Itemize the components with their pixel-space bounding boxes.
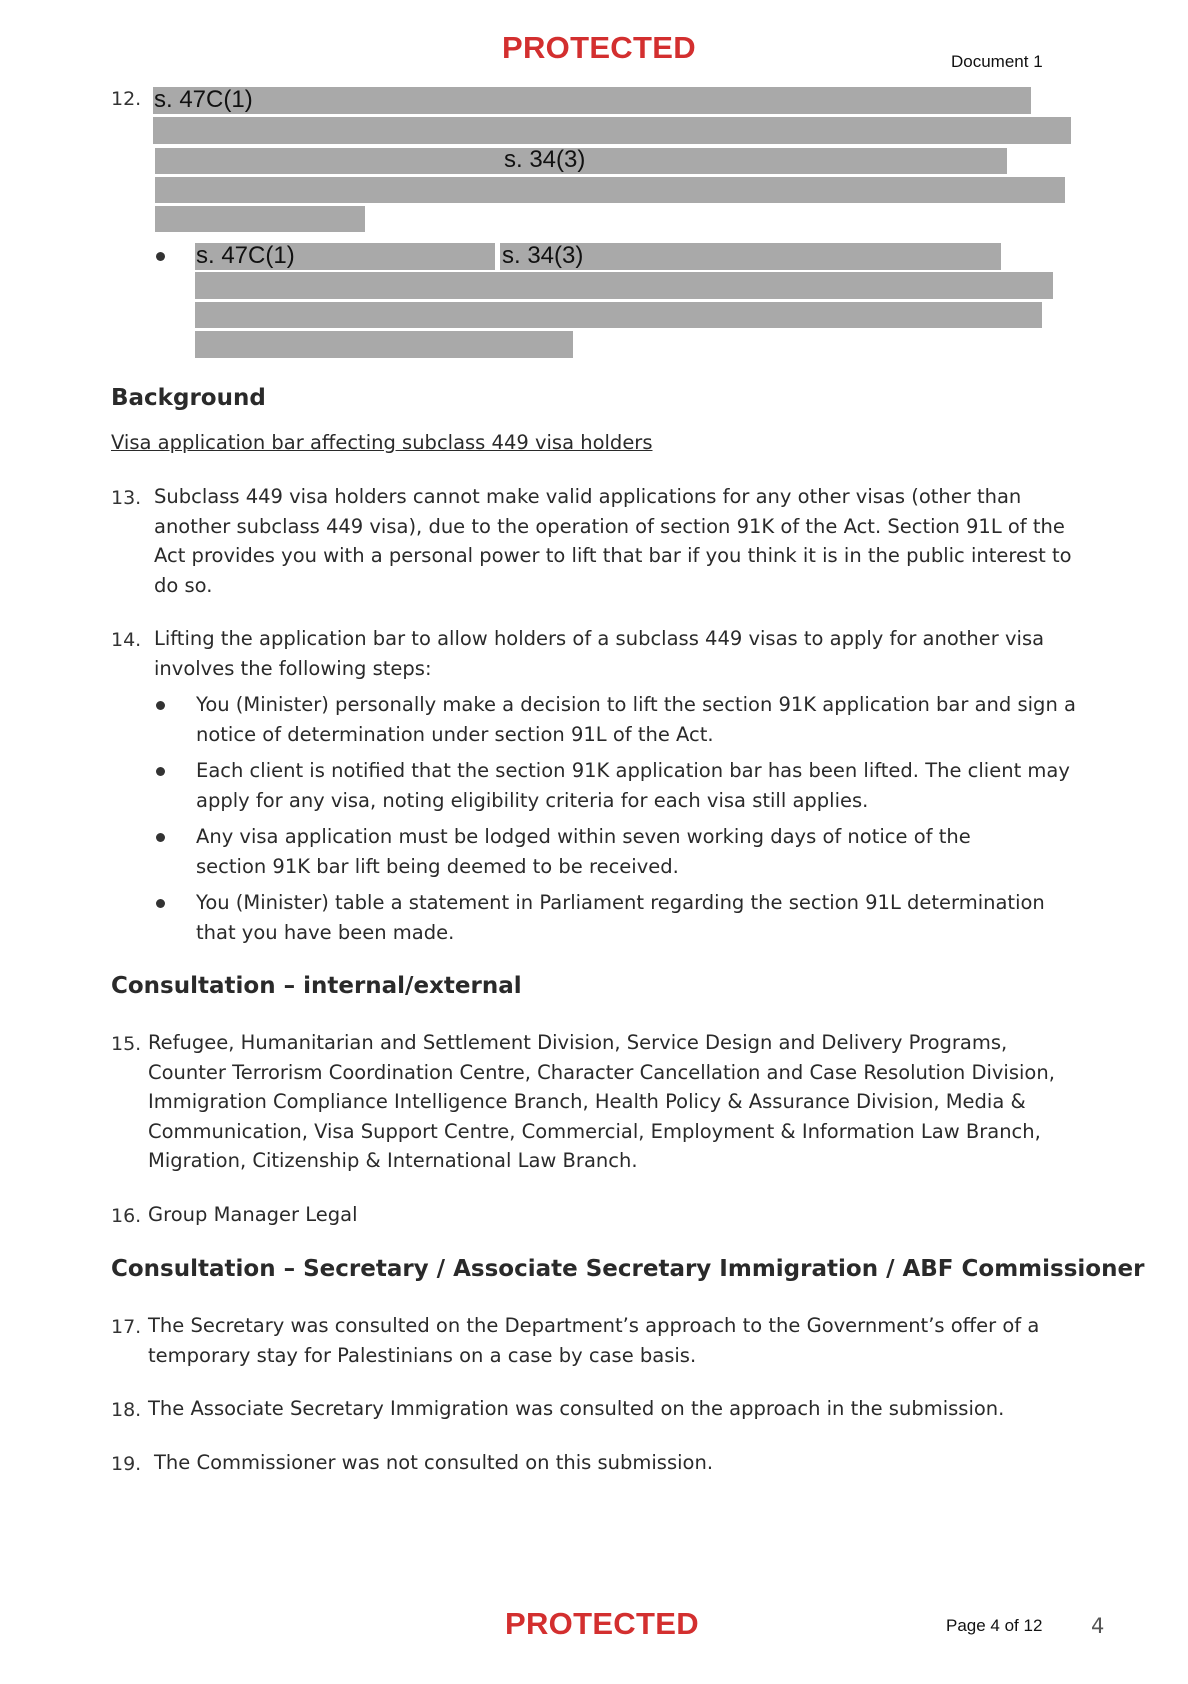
item-number: 19. (111, 1453, 142, 1475)
redaction-block (153, 117, 1071, 144)
text-line: The Secretary was consulted on the Department’s approach to the Government’s offer of a (148, 1314, 1040, 1337)
paragraph-item-15 (148, 1028, 1055, 1176)
item-number: 12. (111, 88, 142, 110)
text-line: do so. (154, 573, 213, 597)
redaction-block (195, 272, 1053, 299)
section-heading: Consultation – Secretary / Associate Secretary Immigration / ABF Commissioner (111, 1256, 1145, 1282)
section-heading: Consultation – internal/external (111, 973, 522, 999)
text-line: Any visa application must be lodged within seven working days of notice of the (196, 825, 971, 848)
redaction-label: s. 47C(1) (196, 242, 295, 269)
item-number: 15. (111, 1033, 142, 1055)
bullet-item (196, 822, 971, 881)
text-line: Refugee, Humanitarian and Settlement Division, Service Design and Delivery Programs, (148, 1031, 1008, 1054)
text-line: involves the following steps: (154, 656, 432, 680)
bullet-item (196, 888, 1045, 947)
section-heading: Background (111, 385, 266, 411)
text-line: that you have been made. (196, 920, 455, 944)
bullet-icon (156, 701, 165, 710)
text-line: Migration, Citizenship & International Law Branch. (148, 1149, 638, 1172)
paragraph-item-19: The Commissioner was not consulted on this submission. (154, 1451, 714, 1474)
text-line: section 91K bar lift being deemed to be received. (196, 854, 679, 878)
paragraph-item-17 (148, 1311, 1039, 1370)
text-line: temporary stay for Palestinians on a case by case basis. (148, 1343, 697, 1367)
text-line: another subclass 449 visa), due to the operation of section 91K of the Act. Section 91L of the (154, 514, 1065, 538)
bullet-icon (156, 252, 165, 261)
paragraph-item-16: Group Manager Legal (148, 1203, 358, 1226)
bullet-icon (156, 899, 165, 908)
page-number: 4 (1091, 1614, 1105, 1638)
redaction-label: s. 34(3) (504, 146, 586, 173)
section-subheading: Visa application bar affecting subclass 449 visa holders (111, 431, 653, 454)
redaction-label: s. 47C(1) (154, 86, 253, 113)
redaction-block (153, 87, 1031, 114)
text-line: Communication, Visa Support Centre, Commercial, Employment & Information Law Branch, (148, 1119, 1041, 1143)
text-line: Each client is notified that the section 91K application bar has been lifted. The client may (196, 759, 1070, 782)
bullet-item (196, 690, 1076, 749)
text-line: You (Minister) personally make a decision to lift the section 91K application bar and sign a (196, 693, 1076, 716)
text-line: Act provides you with a personal power to lift that bar if you think it is in the public interest to (154, 544, 1072, 567)
text-line: Counter Terrorism Coordination Centre, Character Cancellation and Case Resolution Division, (148, 1060, 1055, 1084)
text-line: apply for any visa, noting eligibility criteria for each visa still applies. (196, 788, 869, 812)
redaction-block (155, 206, 365, 232)
redaction-label: s. 34(3) (502, 242, 584, 269)
text-line: notice of determination under section 91L of the Act. (196, 722, 714, 746)
item-number: 17. (111, 1316, 142, 1338)
item-number: 13. (111, 487, 142, 509)
document-label: Document 1 (951, 52, 1043, 71)
text-line: Lifting the application bar to allow holders of a subclass 449 visas to apply for another visa (154, 627, 1045, 650)
redaction-block (155, 177, 1065, 203)
text-line: You (Minister) table a statement in Parliament regarding the section 91L determination (196, 891, 1045, 914)
redaction-block (195, 302, 1042, 328)
bullet-icon (156, 767, 165, 776)
header-classification: PROTECTED (502, 30, 696, 65)
paragraph-item-14 (154, 624, 1044, 683)
item-number: 16. (111, 1205, 142, 1227)
paragraph-item-18: The Associate Secretary Immigration was consulted on the approach in the submission. (148, 1397, 1005, 1420)
paragraph-item-13 (154, 482, 1072, 600)
text-line: Immigration Compliance Intelligence Branch, Health Policy & Assurance Division, Media & (148, 1090, 1026, 1113)
redaction-block (195, 331, 573, 358)
bullet-icon (156, 833, 165, 842)
item-number: 18. (111, 1399, 142, 1421)
page-label: Page 4 of 12 (946, 1616, 1043, 1635)
text-line: Subclass 449 visa holders cannot make valid applications for any other visas (other than (154, 485, 1022, 508)
bullet-item (196, 756, 1070, 815)
footer-classification: PROTECTED (505, 1606, 699, 1641)
item-number: 14. (111, 629, 142, 651)
